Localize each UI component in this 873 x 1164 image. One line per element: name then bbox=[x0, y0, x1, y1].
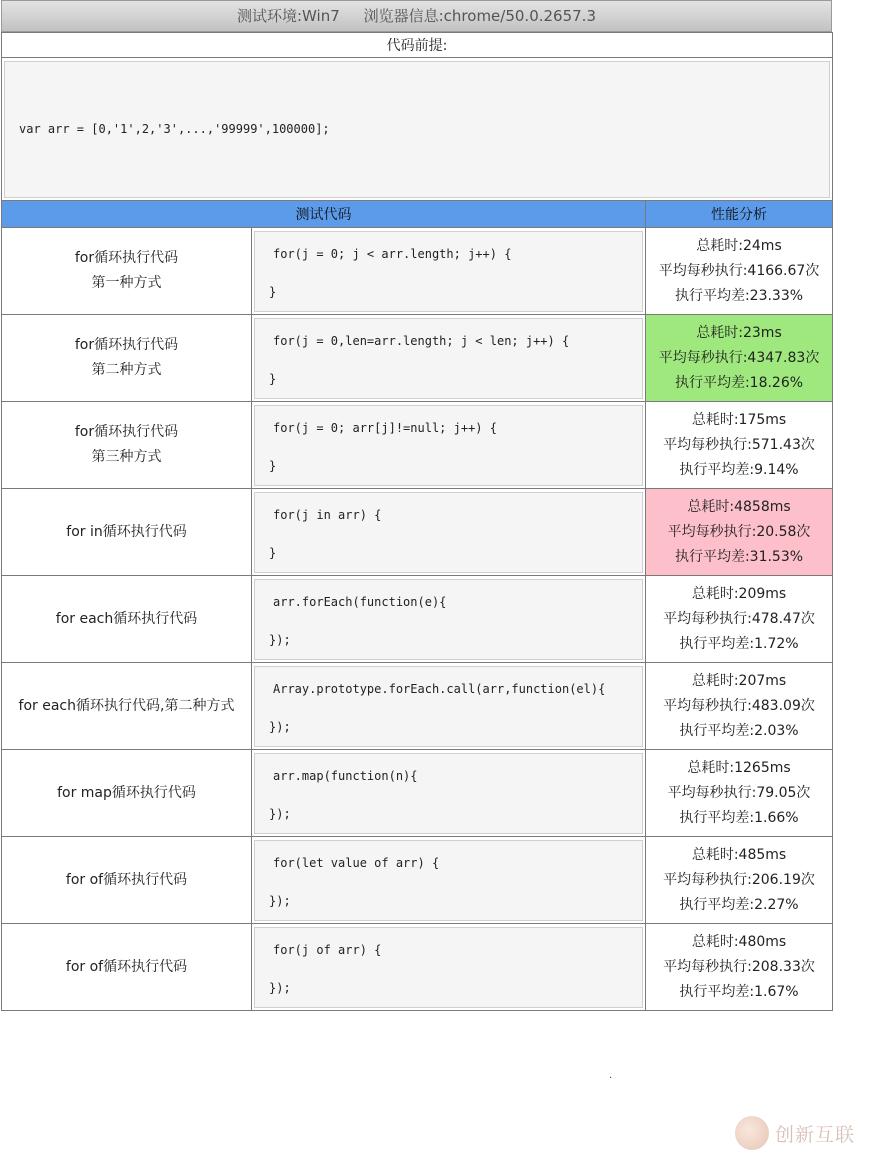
test-label-cell bbox=[2, 402, 252, 489]
test-label-sub: 第一种方式 bbox=[91, 275, 162, 291]
avg-diff: 执行平均差:1.67% bbox=[679, 983, 799, 1000]
total-time: 总耗时:4858ms bbox=[687, 498, 791, 515]
avg-diff: 执行平均差:2.03% bbox=[679, 722, 799, 739]
test-label-cell bbox=[2, 315, 252, 402]
test-code-cell bbox=[252, 837, 646, 924]
test-code-cell bbox=[252, 489, 646, 576]
table-row bbox=[2, 837, 833, 924]
code-line-2: } bbox=[269, 284, 277, 299]
avg-diff: 执行平均差:9.14% bbox=[679, 461, 799, 478]
watermark-text: 创新互联 bbox=[775, 1124, 856, 1146]
avg-diff: 执行平均差:1.72% bbox=[679, 635, 799, 652]
table-row bbox=[2, 663, 833, 750]
code-line-1: for(j = 0; j < arr.length; j++) { bbox=[273, 246, 512, 261]
test-code bbox=[254, 492, 643, 573]
browser-info-text: 浏览器信息:chrome/50.0.2657.3 bbox=[363, 7, 596, 25]
perf-cell bbox=[646, 489, 833, 576]
table-row bbox=[2, 576, 833, 663]
perf-cell bbox=[646, 837, 833, 924]
table-row bbox=[2, 315, 833, 402]
test-label-cell bbox=[2, 750, 252, 837]
table-row bbox=[2, 924, 833, 1011]
total-time: 总耗时:485ms bbox=[691, 846, 787, 863]
code-line-2: } bbox=[269, 545, 277, 560]
code-line-1: for(let value of arr) { bbox=[273, 855, 440, 870]
code-line-2: }); bbox=[269, 719, 291, 734]
benchmark-rows bbox=[2, 228, 833, 1011]
code-line-1: for(j in arr) { bbox=[273, 507, 382, 522]
total-time: 总耗时:207ms bbox=[691, 672, 787, 689]
perf-cell bbox=[646, 750, 833, 837]
code-column-header: 测试代码 bbox=[2, 201, 646, 228]
test-code-cell bbox=[252, 315, 646, 402]
code-line-1: Array.prototype.forEach.call(arr,function(el){ bbox=[273, 681, 606, 696]
perf-column-header: 性能分析 bbox=[646, 201, 833, 228]
perf-cell bbox=[646, 402, 833, 489]
test-label: for each循环执行代码 bbox=[55, 610, 198, 627]
test-label: for of循环执行代码 bbox=[65, 871, 188, 888]
test-label: for of循环执行代码 bbox=[65, 958, 188, 975]
test-label: for in循环执行代码 bbox=[66, 523, 187, 540]
premise-code-cell bbox=[2, 58, 833, 201]
test-label-cell bbox=[2, 924, 252, 1011]
perf-cell bbox=[646, 924, 833, 1011]
code-line-1: for(j = 0,len=arr.length; j < len; j++) { bbox=[273, 333, 570, 348]
total-time: 总耗时:480ms bbox=[691, 933, 787, 950]
brand-logo-icon bbox=[735, 1116, 769, 1150]
test-label: for循环执行代码 bbox=[74, 337, 179, 353]
code-line-1: for(j = 0; arr[j]!=null; j++) { bbox=[273, 420, 497, 435]
table-row bbox=[2, 228, 833, 315]
avg-diff: 执行平均差:31.53% bbox=[674, 548, 804, 565]
environment-bar bbox=[1, 0, 832, 32]
benchmark-page bbox=[1, 0, 832, 1011]
code-line-2: } bbox=[269, 458, 277, 473]
code-line-2: } bbox=[269, 371, 277, 386]
per-second: 平均每秒执行:478.47次 bbox=[663, 610, 815, 627]
code-line-1: arr.map(function(n){ bbox=[273, 768, 418, 783]
test-code bbox=[254, 753, 643, 834]
code-line-2: }); bbox=[269, 632, 291, 647]
table-row bbox=[2, 750, 833, 837]
test-code-cell bbox=[252, 924, 646, 1011]
table-row bbox=[2, 489, 833, 576]
per-second: 平均每秒执行:20.58次 bbox=[667, 523, 811, 540]
test-code bbox=[254, 840, 643, 921]
per-second: 平均每秒执行:483.09次 bbox=[663, 697, 815, 714]
test-code bbox=[254, 579, 643, 660]
premise-code: var arr = [0,'1',2,'3',...,'99999',100000]; bbox=[4, 61, 830, 198]
test-code bbox=[254, 666, 643, 747]
avg-diff: 执行平均差:1.66% bbox=[679, 809, 799, 826]
stray-dot: . bbox=[609, 1070, 613, 1081]
test-code-cell bbox=[252, 228, 646, 315]
test-label: for map循环执行代码 bbox=[57, 784, 196, 801]
test-label-cell bbox=[2, 663, 252, 750]
watermark bbox=[735, 1112, 867, 1152]
test-label: for循环执行代码 bbox=[74, 424, 179, 440]
per-second: 平均每秒执行:571.43次 bbox=[663, 436, 815, 453]
total-time: 总耗时:23ms bbox=[696, 324, 782, 341]
premise-title: 代码前提: bbox=[2, 33, 833, 58]
test-code bbox=[254, 318, 643, 399]
perf-cell bbox=[646, 315, 833, 402]
per-second: 平均每秒执行:4347.83次 bbox=[658, 349, 820, 366]
test-code bbox=[254, 405, 643, 486]
code-line-1: arr.forEach(function(e){ bbox=[273, 594, 447, 609]
per-second: 平均每秒执行:208.33次 bbox=[663, 958, 815, 975]
perf-cell bbox=[646, 576, 833, 663]
code-line-2: }); bbox=[269, 980, 291, 995]
avg-diff: 执行平均差:2.27% bbox=[679, 896, 799, 913]
test-code-cell bbox=[252, 402, 646, 489]
test-label-cell bbox=[2, 228, 252, 315]
test-code bbox=[254, 231, 643, 312]
perf-cell bbox=[646, 228, 833, 315]
test-label-cell bbox=[2, 489, 252, 576]
test-env-text: 测试环境:Win7 bbox=[237, 7, 340, 25]
per-second: 平均每秒执行:4166.67次 bbox=[658, 262, 820, 279]
per-second: 平均每秒执行:79.05次 bbox=[667, 784, 811, 801]
avg-diff: 执行平均差:23.33% bbox=[674, 287, 804, 304]
test-label: for each循环执行代码,第二种方式 bbox=[18, 697, 235, 714]
total-time: 总耗时:1265ms bbox=[687, 759, 791, 776]
test-label-sub: 第二种方式 bbox=[91, 362, 162, 378]
table-header bbox=[2, 201, 833, 228]
test-code-cell bbox=[252, 576, 646, 663]
total-time: 总耗时:209ms bbox=[691, 585, 787, 602]
avg-diff: 执行平均差:18.26% bbox=[674, 374, 804, 391]
per-second: 平均每秒执行:206.19次 bbox=[663, 871, 815, 888]
test-code bbox=[254, 927, 643, 1008]
test-code-cell bbox=[252, 663, 646, 750]
total-time: 总耗时:175ms bbox=[691, 411, 787, 428]
code-line-2: }); bbox=[269, 806, 291, 821]
test-label: for循环执行代码 bbox=[74, 250, 179, 266]
test-label-sub: 第三种方式 bbox=[91, 449, 162, 465]
code-line-2: }); bbox=[269, 893, 291, 908]
test-code-cell bbox=[252, 750, 646, 837]
test-label-cell bbox=[2, 837, 252, 924]
code-line-1: for(j of arr) { bbox=[273, 942, 382, 957]
table-row bbox=[2, 402, 833, 489]
perf-cell bbox=[646, 663, 833, 750]
total-time: 总耗时:24ms bbox=[696, 237, 782, 254]
benchmark-table bbox=[1, 32, 833, 1011]
test-label-cell bbox=[2, 576, 252, 663]
